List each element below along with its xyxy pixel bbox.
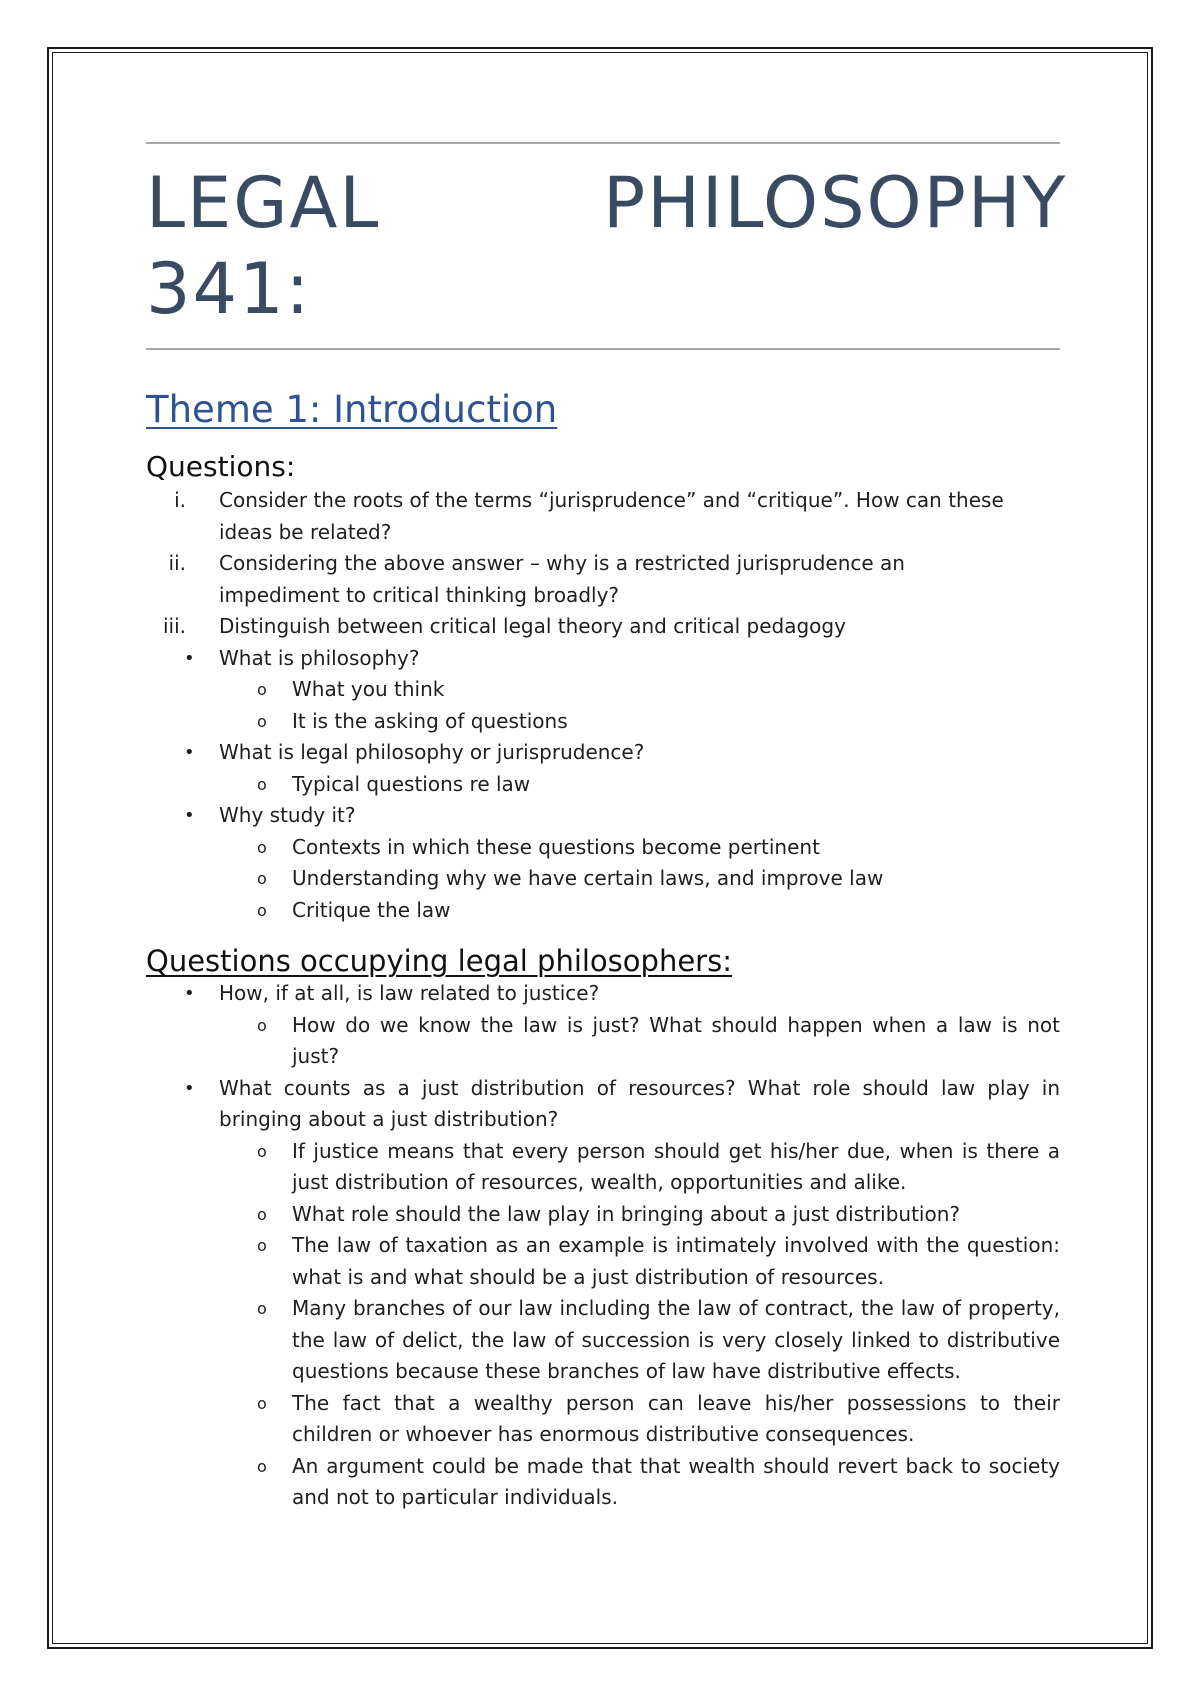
- document-title: [146, 160, 1068, 332]
- sub-list-item: [146, 674, 1060, 706]
- sub-list-item: [146, 1136, 1060, 1199]
- sub-list-item: [146, 863, 1060, 895]
- sub-bullet-icon: o: [257, 1141, 267, 1161]
- sub-bullet-icon: o: [257, 837, 267, 857]
- title-bottom-rule: [146, 348, 1060, 350]
- question-number: iii.: [162, 614, 186, 638]
- list-item: [146, 978, 1060, 1010]
- sub-bullet-icon: o: [257, 869, 267, 888]
- bullet-text: What is philosophy?: [219, 645, 420, 670]
- bullet-icon: •: [184, 805, 195, 826]
- sub-bullet-text: The fact that a wealthy person can leave his/her possessions to their children or whoever has enormous distributive consequences.: [292, 1390, 1060, 1446]
- question-text: Distinguish between critical legal theory and critical pedagogy: [219, 614, 846, 638]
- sub-bullet-text: What you think: [292, 677, 445, 701]
- sub-list-item: [146, 1199, 1060, 1231]
- section-heading: Questions occupying legal philosophers:: [146, 944, 732, 978]
- title-top-rule: [146, 142, 1060, 144]
- sub-bullet-icon: o: [257, 1236, 267, 1255]
- question-text: Consider the roots of the terms “jurisprudence” and “critique”. How can these ideas be related?: [219, 488, 1004, 544]
- question-number: i.: [174, 488, 186, 512]
- bullet-text: What counts as a just distribution of resources? What role should law play in bringing about a just distribution?: [219, 1075, 1060, 1131]
- sub-bullet-text: Critique the law: [292, 897, 451, 922]
- sub-bullet-icon: o: [257, 1015, 267, 1035]
- numbered-question: [146, 485, 1060, 548]
- bullet-icon: •: [184, 1077, 195, 1099]
- sub-list-item: [146, 1388, 1060, 1451]
- sub-bullet-icon: o: [257, 711, 267, 731]
- sub-bullet-icon: o: [257, 900, 267, 920]
- theme-heading: Theme 1: Introduction: [146, 388, 558, 431]
- list-item: [146, 737, 1060, 769]
- sub-bullet-icon: o: [257, 1299, 267, 1318]
- sub-bullet-icon: o: [257, 1393, 267, 1413]
- question-text: Considering the above answer – why is a restricted jurisprudence an impediment to critical thinking broadly?: [219, 551, 905, 607]
- title-word-legal: LEGAL: [146, 162, 381, 244]
- sub-bullet-text: Typical questions re law: [292, 771, 531, 796]
- sub-list-item: [146, 1451, 1060, 1514]
- sub-list-item: [146, 832, 1060, 864]
- sub-bullet-text: If justice means that every person should get his/her due, when is there a just distribution of resources, wealth, opportunities and alike.: [292, 1138, 1060, 1194]
- numbered-question: [146, 548, 1060, 611]
- sub-bullet-text: What role should the law play in bringing about a just distribution?: [292, 1201, 961, 1226]
- document-content: [146, 142, 1068, 1514]
- bullet-icon: •: [184, 983, 195, 1004]
- bullet-text: Why study it?: [219, 803, 356, 827]
- questions-label: Questions:: [146, 450, 296, 483]
- sub-list-item: [146, 1230, 1060, 1293]
- list-item: [146, 800, 1060, 832]
- sub-list-item: [146, 895, 1060, 927]
- sub-bullet-text: Understanding why we have certain laws, and improve law: [292, 866, 884, 890]
- bullet-icon: •: [184, 647, 195, 669]
- sub-bullet-icon: o: [257, 774, 267, 794]
- list-item: [146, 1073, 1060, 1136]
- numbered-question: [146, 611, 1060, 643]
- sub-bullet-text: It is the asking of questions: [292, 708, 568, 733]
- sub-bullet-text: Many branches of our law including the law of contract, the law of property, the law of delict, the law of succession is very closely linked to distributive questions because these branches of law have distributive effects.: [292, 1296, 1060, 1383]
- sub-bullet-text: The law of taxation as an example is intimately involved with the question: what is and what should be a just distribution of resources.: [292, 1233, 1060, 1289]
- sub-bullet-icon: o: [257, 1456, 267, 1476]
- title-course-number: 341:: [146, 248, 312, 330]
- question-number: ii.: [168, 551, 186, 575]
- sub-bullet-text: How do we know the law is just? What should happen when a law is not just?: [292, 1012, 1060, 1068]
- title-word-philosophy: PHILOSOPHY: [603, 162, 1068, 244]
- sub-bullet-text: Contexts in which these questions become pertinent: [292, 834, 820, 859]
- sub-bullet-text: An argument could be made that that wealth should revert back to society and not to particular individuals.: [292, 1453, 1060, 1509]
- sub-list-item: [146, 769, 1060, 801]
- bullet-icon: •: [184, 742, 195, 763]
- sub-list-item: [146, 1293, 1060, 1388]
- sub-list-item: [146, 706, 1060, 738]
- bullet-text: What is legal philosophy or jurisprudence?: [219, 740, 645, 764]
- bullet-text: How, if at all, is law related to justice?: [219, 981, 600, 1005]
- sub-bullet-icon: o: [257, 1204, 267, 1224]
- sub-list-item: [146, 1010, 1060, 1073]
- list-item: [146, 643, 1060, 675]
- sub-bullet-icon: o: [257, 680, 267, 699]
